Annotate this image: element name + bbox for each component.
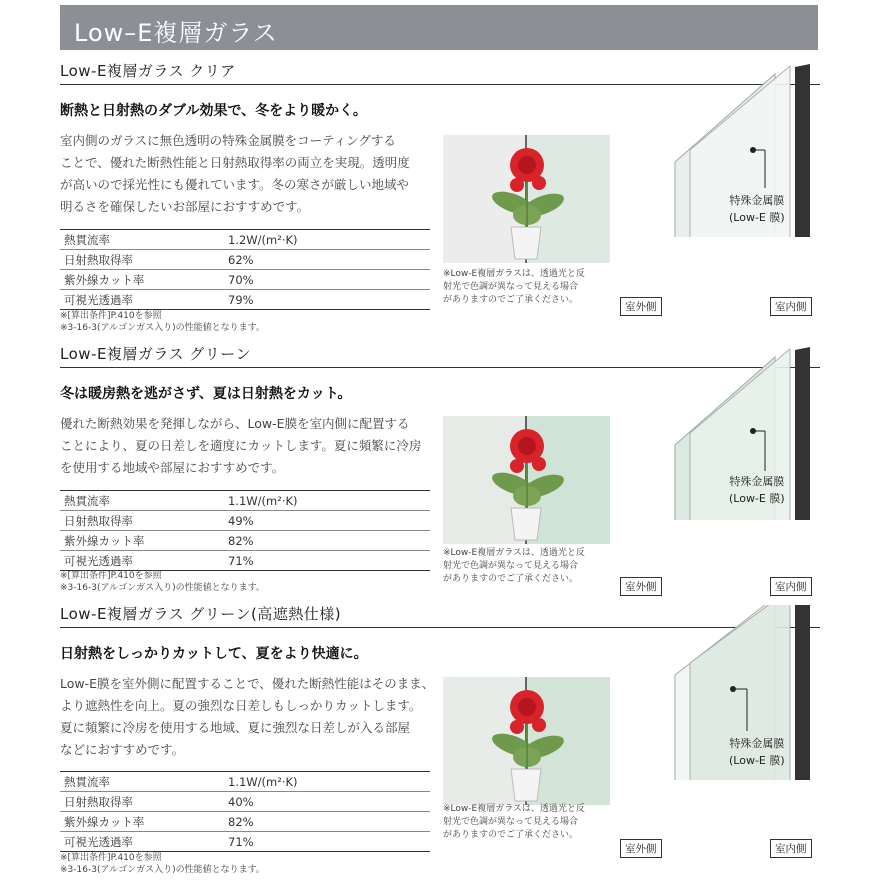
section-title: Low-E複層ガラス グリーン(高遮熱仕様) bbox=[60, 605, 342, 623]
spec-value: 71% bbox=[224, 551, 430, 571]
caption-line: ※Low-E複層ガラスは、透過光と反 bbox=[443, 548, 585, 558]
indoor-side-label: 室内側 bbox=[770, 839, 812, 858]
spec-label: 可視光透過率 bbox=[60, 551, 224, 571]
glass-pane-diagram bbox=[615, 345, 820, 520]
section-description bbox=[60, 673, 435, 761]
description-line: などにおすすめです。 bbox=[60, 742, 185, 757]
spec-value: 71% bbox=[224, 832, 430, 852]
description-line: 夏に頻繁に冷房を使用する地域、夏に強烈な日差しが入る部屋 bbox=[60, 720, 411, 735]
table-row bbox=[60, 230, 430, 250]
footnote: ※3-16-3(アルゴンガス入り)の性能値となります。 bbox=[60, 865, 265, 875]
footnote: ※3-16-3(アルゴンガス入り)の性能値となります。 bbox=[60, 583, 265, 593]
indoor-side-label: 室内側 bbox=[770, 297, 812, 316]
description-line: が高いので採光性にも優れています。冬の寒さが厳しい地域や bbox=[60, 177, 410, 192]
description-line: 室内側のガラスに無色透明の特殊金属膜をコーティングする bbox=[60, 133, 396, 148]
section-headline: 断熱と日射熱のダブル効果で、冬をより暖かく。 bbox=[60, 103, 367, 119]
spec-table bbox=[60, 490, 430, 571]
spec-label: 熱貫流率 bbox=[60, 230, 224, 250]
spec-label: 紫外線カット率 bbox=[60, 812, 224, 832]
section-description bbox=[60, 130, 432, 218]
caption-line: ※Low-E複層ガラスは、透過光と反 bbox=[443, 269, 585, 279]
description-line: 明るさを確保したいお部屋におすすめです。 bbox=[60, 199, 310, 214]
table-row bbox=[60, 250, 430, 270]
photo-caption bbox=[443, 268, 618, 307]
caption-line: がありますのでご了承ください。 bbox=[443, 830, 579, 840]
section-title: Low-E複層ガラス グリーン bbox=[60, 345, 251, 363]
description-line: 優れた断熱効果を発揮しながら、Low-E膜を室内側に配置する bbox=[60, 416, 410, 431]
spec-value: 70% bbox=[224, 270, 430, 290]
table-row bbox=[60, 531, 430, 551]
section-green bbox=[0, 343, 882, 601]
table-row bbox=[60, 491, 430, 511]
spec-value: 40% bbox=[224, 792, 430, 812]
spec-label: 日射熱取得率 bbox=[60, 792, 224, 812]
footnotes bbox=[60, 852, 265, 876]
description-line: を使用する地域や部屋におすすめです。 bbox=[60, 460, 285, 475]
footnote: ※[算出条件]P.410を参照 bbox=[60, 853, 162, 863]
flower-comparison-photo bbox=[443, 416, 610, 544]
table-row bbox=[60, 772, 430, 792]
table-row bbox=[60, 270, 430, 290]
caption-line: がありますのでご了承ください。 bbox=[443, 574, 579, 584]
flower-comparison-photo bbox=[443, 135, 610, 263]
table-row bbox=[60, 812, 430, 832]
film-label-line: (Low-E 膜) bbox=[729, 754, 785, 767]
footnote: ※[算出条件]P.410を参照 bbox=[60, 311, 162, 321]
caption-line: 射光で色調が異なって見える場合 bbox=[443, 282, 579, 292]
section-title: Low-E複層ガラス クリア bbox=[60, 62, 236, 80]
section-description bbox=[60, 413, 432, 479]
caption-line: がありますのでご了承ください。 bbox=[443, 295, 579, 305]
spec-label: 可視光透過率 bbox=[60, 832, 224, 852]
film-label bbox=[729, 735, 785, 769]
outdoor-side-label: 室外側 bbox=[620, 297, 662, 316]
caption-line: ※Low-E複層ガラスは、透過光と反 bbox=[443, 804, 585, 814]
section-headline: 日射熱をしっかりカットして、夏をより快適に。 bbox=[60, 646, 368, 662]
footnotes bbox=[60, 570, 265, 594]
description-line: ことにより、夏の日差しを適度にカットします。夏に頻繁に冷房 bbox=[60, 438, 422, 453]
table-row bbox=[60, 832, 430, 852]
film-label-line: 特殊金属膜 bbox=[729, 194, 785, 207]
description-line: より遮熱性を向上。夏の強烈な日差しもしっかりカットします。 bbox=[60, 698, 422, 713]
spec-label: 熱貫流率 bbox=[60, 772, 224, 792]
section-headline: 冬は暖房熱を逃がさず、夏は日射熱をカット。 bbox=[60, 386, 352, 402]
photo-caption bbox=[443, 547, 618, 586]
spec-label: 日射熱取得率 bbox=[60, 250, 224, 270]
caption-line: 射光で色調が異なって見える場合 bbox=[443, 817, 579, 827]
footnotes bbox=[60, 310, 265, 334]
flower-comparison-photo bbox=[443, 677, 610, 805]
glass-pane-diagram bbox=[615, 605, 820, 780]
outdoor-side-label: 室外側 bbox=[620, 839, 662, 858]
glass-pane-diagram bbox=[615, 62, 820, 237]
film-label bbox=[729, 473, 785, 507]
table-row bbox=[60, 792, 430, 812]
spec-label: 紫外線カット率 bbox=[60, 270, 224, 290]
film-label-line: (Low-E 膜) bbox=[729, 492, 785, 505]
table-row bbox=[60, 511, 430, 531]
spec-table bbox=[60, 771, 430, 852]
film-label-line: 特殊金属膜 bbox=[729, 737, 785, 750]
footnote: ※3-16-3(アルゴンガス入り)の性能値となります。 bbox=[60, 323, 265, 333]
film-label-line: 特殊金属膜 bbox=[729, 475, 785, 488]
spec-value: 1.1W/(m²·K) bbox=[224, 491, 430, 511]
section-clear bbox=[0, 60, 882, 340]
spec-value: 1.2W/(m²·K) bbox=[224, 230, 430, 250]
spec-label: 紫外線カット率 bbox=[60, 531, 224, 551]
spec-value: 82% bbox=[224, 812, 430, 832]
spec-value: 82% bbox=[224, 531, 430, 551]
table-row bbox=[60, 551, 430, 571]
spec-label: 熱貫流率 bbox=[60, 491, 224, 511]
spec-value: 62% bbox=[224, 250, 430, 270]
spec-label: 日射熱取得率 bbox=[60, 511, 224, 531]
footnote: ※[算出条件]P.410を参照 bbox=[60, 571, 162, 581]
page-header-bar bbox=[60, 5, 818, 50]
description-line: ことで、優れた断熱性能と日射熱取得率の両立を実現。透明度 bbox=[60, 155, 410, 170]
page-title: Low–E複層ガラス bbox=[74, 19, 278, 47]
spec-value: 79% bbox=[224, 290, 430, 310]
spec-table bbox=[60, 229, 430, 310]
caption-line: 射光で色調が異なって見える場合 bbox=[443, 561, 579, 571]
film-label bbox=[729, 192, 785, 226]
description-line: Low-E膜を室外側に配置することで、優れた断熱性能はそのまま、 bbox=[60, 676, 435, 691]
spec-value: 1.1W/(m²·K) bbox=[224, 772, 430, 792]
outdoor-side-label: 室外側 bbox=[620, 577, 662, 596]
photo-caption bbox=[443, 803, 618, 842]
spec-label: 可視光透過率 bbox=[60, 290, 224, 310]
table-row bbox=[60, 290, 430, 310]
spec-value: 49% bbox=[224, 511, 430, 531]
section-green-high-shield bbox=[0, 603, 882, 882]
film-label-line: (Low-E 膜) bbox=[729, 211, 785, 224]
indoor-side-label: 室内側 bbox=[770, 577, 812, 596]
